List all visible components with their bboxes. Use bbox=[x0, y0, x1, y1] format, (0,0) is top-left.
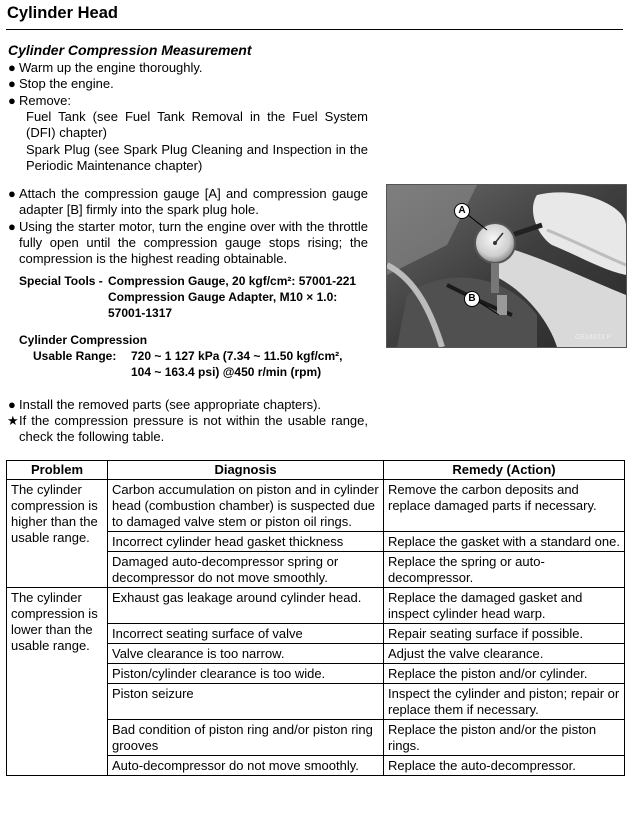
header-remedy: Remedy (Action) bbox=[384, 461, 625, 480]
photo-code: GE14823 P bbox=[575, 334, 612, 341]
header-rule bbox=[6, 29, 623, 30]
photo-label-a: A bbox=[454, 203, 470, 219]
table-row bbox=[7, 588, 625, 624]
spec-range-line-2: 104 ~ 163.4 psi) @450 r/min (rpm) bbox=[131, 365, 322, 379]
page-header-title: Cylinder Head bbox=[7, 4, 118, 22]
diagnosis-cell: Valve clearance is too narrow. bbox=[108, 644, 384, 664]
step-if-not-in-range: If the compression pressure is not within the usable range, check the following table. bbox=[19, 413, 368, 445]
section-title: Cylinder Compression Measurement bbox=[8, 42, 252, 58]
table-header-row bbox=[7, 461, 625, 480]
problem-cell: The cylinder compression is higher than the usable range. bbox=[7, 480, 108, 588]
spec-usable-range-label: Usable Range: bbox=[33, 349, 117, 363]
diagnosis-cell: Piston seizure bbox=[108, 684, 384, 720]
step-starter-motor: Using the starter motor, turn the engine over with the throttle fully open until the compression gauge stops rising; the compression is the highest reading obtainable. bbox=[19, 219, 368, 267]
bullet-glyph: ● bbox=[8, 186, 16, 201]
step-install-parts: Install the removed parts (see appropriate chapters). bbox=[19, 397, 322, 412]
remedy-cell: Inspect the cylinder and piston; repair or replace them if necessary. bbox=[384, 684, 625, 720]
step-warm-up: Warm up the engine thoroughly. bbox=[19, 60, 203, 75]
remedy-cell: Replace the piston and/or cylinder. bbox=[384, 664, 625, 684]
diagnosis-cell: Auto-decompressor do not move smoothly. bbox=[108, 756, 384, 776]
diagnosis-cell: Incorrect seating surface of valve bbox=[108, 624, 384, 644]
header-problem: Problem bbox=[7, 461, 108, 480]
diagnosis-table bbox=[6, 460, 625, 776]
remove-item-spark-plug: Spark Plug (see Spark Plug Cleaning and Inspection in the Periodic Maintenance chapter) bbox=[26, 142, 368, 174]
bullet-glyph: ● bbox=[8, 60, 16, 75]
bullet-glyph: ● bbox=[8, 397, 16, 412]
remedy-cell: Adjust the valve clearance. bbox=[384, 644, 625, 664]
special-tool-compression-gauge: Compression Gauge, 20 kgf/cm²: 57001-221 bbox=[108, 274, 357, 288]
problem-cell: The cylinder compression is lower than the usable range. bbox=[7, 588, 108, 776]
remedy-cell: Remove the carbon deposits and replace damaged parts if necessary. bbox=[384, 480, 625, 532]
special-tool-adapter: Compression Gauge Adapter, M10 × 1.0: bbox=[108, 290, 338, 304]
step-stop-engine: Stop the engine. bbox=[19, 76, 114, 91]
table-row bbox=[7, 480, 625, 532]
spec-title: Cylinder Compression bbox=[19, 333, 148, 347]
photo-label-b: B bbox=[464, 291, 480, 307]
diagnosis-cell: Bad condition of piston ring and/or piston ring grooves bbox=[108, 720, 384, 756]
diagnosis-cell: Exhaust gas leakage around cylinder head. bbox=[108, 588, 384, 624]
step-remove: Remove: bbox=[19, 93, 72, 108]
spec-range-line-1: 720 ~ 1 127 kPa (7.34 ~ 11.50 kgf/cm², bbox=[131, 349, 343, 363]
remove-item-fuel-tank: Fuel Tank (see Fuel Tank Removal in the Fuel System (DFI) chapter) bbox=[26, 109, 368, 141]
bullet-glyph: ● bbox=[8, 76, 16, 91]
photo-illustration bbox=[387, 185, 626, 347]
bullet-glyph: ● bbox=[8, 93, 16, 108]
diagnosis-cell: Incorrect cylinder head gasket thickness bbox=[108, 532, 384, 552]
star-glyph: ★ bbox=[7, 413, 19, 428]
remedy-cell: Replace the piston and/or the piston rings. bbox=[384, 720, 625, 756]
diagnosis-cell: Carbon accumulation on piston and in cylinder head (combustion chamber) is suspected due to damaged valve stem or piston oil rings. bbox=[108, 480, 384, 532]
remedy-cell: Replace the damaged gasket and inspect cylinder head warp. bbox=[384, 588, 625, 624]
special-tools-label: Special Tools - bbox=[19, 274, 103, 288]
header-diagnosis: Diagnosis bbox=[108, 461, 384, 480]
bullet-glyph: ● bbox=[8, 219, 16, 234]
remedy-cell: Repair seating surface if possible. bbox=[384, 624, 625, 644]
step-attach-gauge: Attach the compression gauge [A] and compression gauge adapter [B] firmly into the spark plug hole. bbox=[19, 186, 368, 218]
diagnosis-cell: Damaged auto-decompressor spring or decompressor do not move smoothly. bbox=[108, 552, 384, 588]
special-tool-adapter-number: 57001-1317 bbox=[108, 306, 173, 320]
compression-gauge-photo bbox=[386, 184, 627, 348]
remedy-cell: Replace the auto-decompressor. bbox=[384, 756, 625, 776]
diagnosis-cell: Piston/cylinder clearance is too wide. bbox=[108, 664, 384, 684]
remedy-cell: Replace the gasket with a standard one. bbox=[384, 532, 625, 552]
remedy-cell: Replace the spring or auto-decompressor. bbox=[384, 552, 625, 588]
